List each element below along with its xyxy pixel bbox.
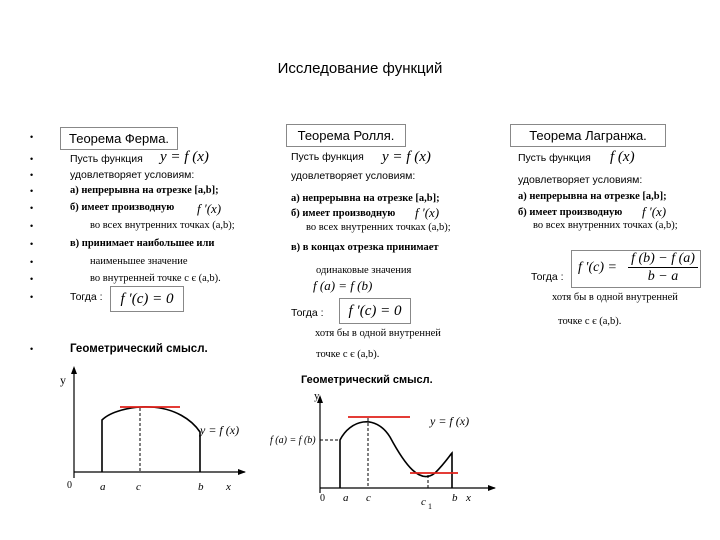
rolle-deriv: f ′(x) bbox=[415, 205, 440, 220]
rolle-graph-c1-sub: 1 bbox=[428, 502, 432, 511]
fermat-graph bbox=[50, 360, 250, 510]
bullet: • bbox=[30, 221, 34, 231]
rolle-line: одинаковые значения bbox=[316, 265, 412, 276]
rolle-line: б) имеет производную bbox=[291, 208, 396, 219]
lagrange-deriv: f ′(x) bbox=[642, 204, 667, 219]
fermat-line: во всех внутренних точках (a,b); bbox=[90, 220, 235, 231]
rolle-ends: f (a) = f (b) bbox=[313, 278, 373, 293]
lagrange-line: удовлетворяет условиям: bbox=[518, 174, 643, 186]
fermat-graph-curve-label: y = f (x) bbox=[200, 423, 240, 437]
fermat-line: наименьшее значение bbox=[90, 256, 188, 267]
rolle-graph-curve bbox=[340, 422, 452, 488]
fermat-formula: f ′(c) = 0 bbox=[110, 286, 184, 312]
lagrange-formula-denominator: b − a bbox=[647, 269, 679, 284]
fermat-line: в) принимает наибольшее или bbox=[70, 238, 215, 249]
lagrange-line: б) имеет производную bbox=[518, 207, 623, 218]
bullet: • bbox=[30, 257, 34, 267]
lagrange-line: Тогда : bbox=[531, 271, 564, 283]
fermat-line: Тогда : bbox=[70, 291, 103, 303]
bullet: • bbox=[30, 203, 34, 213]
fermat-graph-c: c bbox=[136, 481, 141, 493]
rolle-line: удовлетворяет условиям: bbox=[291, 170, 416, 182]
lagrange-line: во всех внутренних точках (a,b); bbox=[533, 220, 678, 231]
fermat-line: удовлетворяет условиям: bbox=[70, 169, 195, 181]
page-title: Исследование функций bbox=[277, 60, 443, 77]
rolle-graph-c1: c bbox=[421, 496, 426, 508]
rolle-heading: Теорема Ролля. bbox=[286, 124, 406, 147]
rolle-line: а) непрерывна на отрезке [a,b]; bbox=[291, 193, 440, 204]
fermat-graph-b: b bbox=[198, 481, 204, 493]
rolle-graph-b: b bbox=[452, 492, 458, 504]
lagrange-line: а) непрерывна на отрезке [a,b]; bbox=[518, 191, 667, 202]
fermat-graph-zero: 0 bbox=[67, 480, 72, 491]
fermat-geom: Геометрический смысл. bbox=[70, 343, 208, 355]
rolle-graph-zero: 0 bbox=[320, 493, 325, 504]
rolle-graph-x-arrow bbox=[488, 485, 496, 491]
fermat-graph-a: a bbox=[100, 481, 106, 493]
rolle-line: точке c є (a,b). bbox=[316, 349, 380, 360]
bullet: • bbox=[30, 344, 34, 354]
fermat-line: а) непрерывна на отрезке [a,b]; bbox=[70, 185, 219, 196]
rolle-line: Пусть функция bbox=[291, 151, 364, 163]
lagrange-heading: Теорема Лагранжа. bbox=[510, 124, 666, 147]
bullet: • bbox=[30, 132, 34, 142]
lagrange-formula-lhs: f ′(c) = bbox=[578, 260, 617, 275]
lagrange-formula-numerator: f (b) − f (a) bbox=[628, 251, 698, 268]
fermat-graph-curve bbox=[102, 407, 200, 472]
rolle-line: Тогда : bbox=[291, 307, 324, 319]
rolle-graph-c: c bbox=[366, 492, 371, 504]
rolle-formula: f ′(c) = 0 bbox=[339, 298, 411, 324]
rolle-graph-a: a bbox=[343, 492, 349, 504]
rolle-graph-y-label: y bbox=[314, 390, 320, 402]
bullet: • bbox=[30, 154, 34, 164]
fermat-line: Пусть функция bbox=[70, 153, 143, 165]
lagrange-line: хотя бы в одной внутренней bbox=[552, 292, 678, 303]
rolle-geom: Геометрический смысл. bbox=[301, 374, 433, 386]
lagrange-line: Пусть функция bbox=[518, 152, 591, 164]
bullet: • bbox=[30, 239, 34, 249]
bullet: • bbox=[30, 186, 34, 196]
fermat-graph-y-label: y bbox=[60, 373, 66, 387]
bullet: • bbox=[30, 170, 34, 180]
fermat-line: б) имеет производную bbox=[70, 202, 175, 213]
fermat-graph-x-label: x bbox=[226, 481, 231, 493]
fermat-deriv: f ′(x) bbox=[197, 201, 222, 216]
bullet: • bbox=[30, 292, 34, 302]
rolle-graph bbox=[270, 385, 500, 525]
fermat-func: y = f (x) bbox=[160, 149, 209, 165]
fermat-graph-x-arrow bbox=[238, 469, 246, 475]
rolle-graph-x-label: x bbox=[466, 492, 471, 504]
fermat-graph-y-arrow bbox=[71, 366, 77, 374]
fermat-line: во внутренней точке c є (a,b). bbox=[90, 273, 221, 284]
fermat-heading: Теорема Ферма. bbox=[60, 127, 178, 150]
rolle-line: во всех внутренних точках (a,b); bbox=[306, 222, 451, 233]
lagrange-formula bbox=[571, 250, 701, 288]
rolle-line: хотя бы в одной внутренней bbox=[315, 328, 441, 339]
lagrange-func: f (x) bbox=[610, 149, 635, 165]
rolle-graph-fa-label: f (a) = f (b) bbox=[270, 435, 316, 446]
rolle-line: в) в концах отрезка принимает bbox=[291, 242, 439, 253]
lagrange-line: точке c є (a,b). bbox=[558, 316, 622, 327]
bullet: • bbox=[30, 274, 34, 284]
rolle-func: y = f (x) bbox=[382, 149, 431, 165]
rolle-graph-curve-label: y = f (x) bbox=[430, 414, 470, 428]
